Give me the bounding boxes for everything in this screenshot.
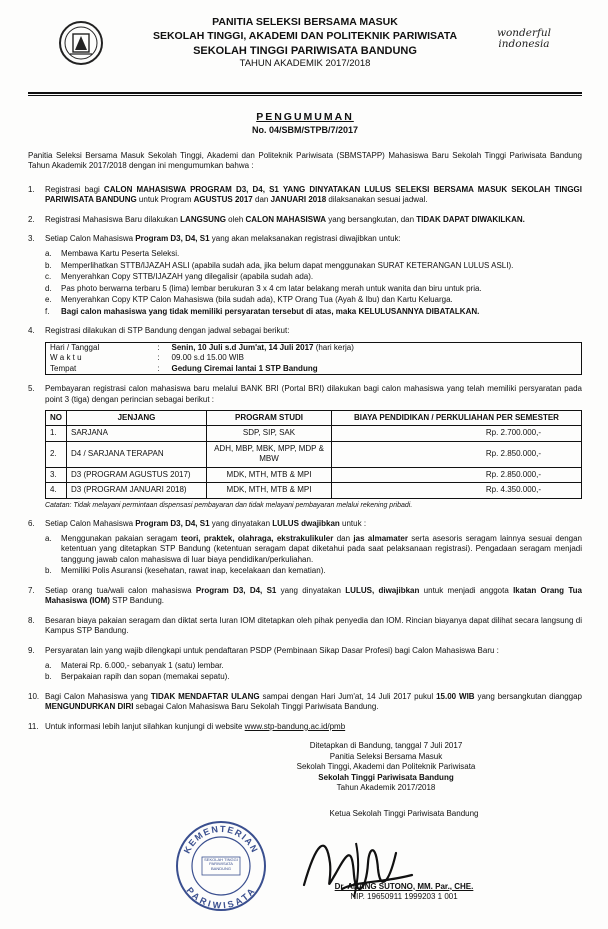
cell-jenjang: D4 / SARJANA TERAPAN [67, 441, 207, 467]
list-letter: b. [45, 566, 52, 576]
item-number: 7. [28, 585, 35, 595]
official-stamp-icon [174, 819, 268, 913]
header-line-1: PANITIA SELEKSI BERSAMA MASUK [212, 16, 398, 28]
text: Setiap Calon Mahasiswa [45, 234, 136, 244]
announcement-items [28, 185, 582, 732]
table-row [46, 483, 582, 499]
brand-line-2: indonesia [498, 38, 550, 51]
text: untuk menjadi anggota [419, 585, 514, 595]
title-number: No. 04/SBM/STPB/7/2017 [251, 124, 359, 135]
list-text: Berpakaian rapih dan sopan (memakai sepatu). [61, 672, 230, 682]
cell-no: 1. [46, 426, 67, 442]
text: Registrasi bagi [45, 184, 104, 194]
item-4 [28, 326, 582, 375]
item-2 [28, 215, 582, 226]
text: Bagi Calon Mahasiswa yang [45, 691, 151, 701]
item-number: 3. [28, 234, 35, 244]
brand-line-1: wonderful [496, 27, 552, 39]
text: yang bersangkutan, dan [325, 214, 417, 224]
col-header-jenjang: JENJANG [67, 410, 207, 426]
stamp-center-text: SEKOLAH TINGGI PARIWISATA BANDUNG [204, 858, 238, 872]
list-item [45, 272, 582, 283]
text-bold: TIDAK DAPAT DIWAKILKAN. [416, 214, 525, 224]
text-bold: AGUSTUS 2017 [193, 195, 253, 205]
item-number: 1. [28, 184, 35, 194]
svg-text:PARIWISATA [185, 886, 258, 911]
item-number: 5. [28, 384, 35, 394]
text: Registrasi dilakukan di STP Bandung dengan jadwal sebagai berikut: [45, 326, 290, 336]
cell-biaya: Rp. 2.850.000,- [332, 467, 582, 483]
text-bold: Program D3, D4, S1 [135, 234, 210, 244]
list-letter: b. [45, 672, 52, 682]
list-text: Menyerahkan Copy KTP Calon Mahasiswa (bila sudah ada), KTP Orang Tua (Ayah & Ibu) dan Kartu Keluarga. [61, 295, 453, 305]
col-header-no: NO [46, 410, 67, 426]
col-header-prodi: PROGRAM STUDI [207, 410, 332, 426]
list-text: Menyerahkan Copy STTB/IJAZAH yang dilegalisir (apabila sudah ada). [61, 272, 314, 282]
list-letter: a. [45, 660, 52, 670]
list-letter: d. [45, 283, 52, 293]
text-bold: LULUS, diwajibkan [345, 585, 420, 595]
letterhead [28, 16, 582, 92]
schedule-colon: : [157, 342, 160, 352]
text: yang dinyatakan [276, 585, 346, 595]
item-number: 4. [28, 326, 35, 336]
item-number: 8. [28, 615, 35, 625]
svg-text:KEMENTERIAN [182, 824, 260, 855]
list-letter: c. [45, 272, 52, 282]
text: oleh [225, 214, 246, 224]
header-line-4: TAHUN AKADEMIK 2017/2018 [239, 58, 371, 70]
text: Setiap orang tua/wali calon mahasiswa [45, 585, 196, 595]
item-11 [28, 722, 582, 733]
table-row [46, 441, 582, 467]
intro-paragraph: Panitia Seleksi Bersama Masuk Sekolah Tinggi, Akademi dan Politeknik Pariwisata (SBMSTAPP) Mahasiswa Baru Sekolah Tinggi Pariwisata Bandung Tahun Akademik 2017/2018 dengan ini mengumumkan bahwa : [28, 150, 582, 171]
list-item [45, 534, 582, 566]
list-item [45, 284, 582, 295]
committee-line-1: Panitia Seleksi Bersama Masuk [329, 751, 443, 761]
list-text: Pas photo berwarna terbaru 5 (lima) lembar berukuran 3 x 4 cm latar belakang merah untuk wanita dan biru untuk pria. [61, 283, 482, 293]
committee-line-2: Sekolah Tinggi, Akademi dan Politeknik Pariwisata [296, 762, 476, 772]
list-item [45, 661, 582, 672]
item-1 [28, 185, 582, 206]
item-5 [28, 384, 582, 510]
list-text: Memiliki Polis Asuransi (kesehatan, rawat inap, kecelakaan dan kematian). [61, 566, 326, 576]
list-item [45, 261, 582, 272]
list-letter: e. [45, 295, 52, 305]
text: sebagai Calon Mahasiswa Baru Sekolah Tinggi Pariwisata Bandung. [133, 702, 379, 712]
cell-prodi: MDK, MTH, MTB & MPI [207, 483, 332, 499]
list-text: dan [333, 533, 354, 543]
table-row [46, 467, 582, 483]
list-text: Membawa Kartu Peserta Seleksi. [61, 249, 180, 259]
schedule-colon: : [157, 353, 160, 363]
text-bold: CALON MAHASISWA PROGRAM D3, D4, S1 YANG DINYATAKAN LULUS SELEKSI BERSAMA MASUK SEKOLAH TINGGI PARIWISATA BANDUNG [45, 184, 582, 205]
announcement-title [28, 111, 582, 137]
text-bold: LANGSUNG [180, 214, 226, 224]
text: STP Bandung. [109, 596, 165, 606]
cell-no: 3. [46, 467, 67, 483]
cell-prodi: MDK, MTH, MTB & MPI [207, 467, 332, 483]
list-item [45, 295, 582, 306]
schedule-date: Senin, 10 Juli s.d Jum'at, 14 Juli 2017 [171, 342, 314, 352]
list-text: Menggunakan pakaian seragam [61, 533, 181, 543]
signature-block [28, 741, 582, 911]
list-text: Materai Rp. 6.000,- sebanyak 1 (satu) lembar. [61, 660, 224, 670]
handwritten-signature [296, 823, 416, 903]
text: sampai dengan Hari Jum'at, 14 Juli 2017 pukul [259, 691, 437, 701]
text: untuk : [339, 519, 367, 529]
committee-line-4: Tahun Akademik 2017/2018 [336, 783, 436, 793]
schedule-value: 09.00 s.d 15.00 WIB [171, 353, 244, 363]
list-item [45, 566, 582, 577]
item-number: 10. [28, 691, 40, 701]
item-number: 2. [28, 214, 35, 224]
schedule-label: W a k t u [50, 353, 82, 363]
text: Persyaratan lain yang wajib dilengkapi untuk pendaftaran PSDP (Pembinaan Sikap Dasar Profesi) bagi Calon Mahasiswa Baru : [45, 646, 499, 656]
psdp-requirements-list [45, 661, 582, 683]
schedule-colon: : [157, 363, 160, 373]
text: yang bersangkutan dianggap [474, 691, 582, 701]
list-item [45, 249, 582, 260]
item-10 [28, 692, 582, 713]
cell-biaya: Rp. 2.850.000,- [332, 441, 582, 467]
cell-biaya: Rp. 2.700.000,- [332, 426, 582, 442]
text-bold: TIDAK MENDAFTAR ULANG [150, 691, 260, 701]
table-row [46, 353, 582, 364]
schedule-value: Gedung Ciremai lantai 1 STP Bandung [171, 363, 318, 373]
item-number: 6. [28, 519, 35, 529]
list-text: serta asesoris seragam lainnya sesuai dengan ketentuan yang ditetapkan STP Bandung (ketentuan seragam dapat diketahui pada saat pelaksanaan registrasi). Pengadaan seragam menjadi tanggung jawab calon mahasiswa di luar biaya pendidikan/perkuliahan. [61, 533, 582, 564]
place-date: Ditetapkan di Bandung, tanggal 7 Juli 2017 [309, 741, 463, 751]
text: dan [252, 195, 271, 205]
schedule-table [45, 342, 582, 376]
text-bold: CALON MAHASISWA [245, 214, 326, 224]
text: Registrasi Mahasiswa Baru dilakukan [45, 214, 181, 224]
text: dilaksanakan sesuai jadwal. [326, 195, 428, 205]
cell-jenjang: D3 (PROGRAM AGUSTUS 2017) [67, 467, 207, 483]
list-letter: b. [45, 260, 52, 270]
list-text-bold: teori, praktek, olahraga, ekstrakulikuler [180, 533, 334, 543]
cell-no: 2. [46, 441, 67, 467]
item-9 [28, 646, 582, 683]
signatory-name: Dr. ANANG SUTONO, MM. Par., CHE. [334, 881, 474, 891]
table-header-row [46, 410, 582, 426]
committee-line-3: Sekolah Tinggi Pariwisata Bandung [318, 772, 454, 782]
requirements-list [45, 249, 582, 317]
table-row [46, 426, 582, 442]
list-text: Memperlihatkan STTB/IJAZAH ASLI (apabila sudah ada, jika belum dapat menggunakan SURAT KETERANGAN LULUS ASLI). [61, 260, 514, 270]
schedule-value [168, 342, 582, 353]
item-6 [28, 519, 582, 577]
item-3 [28, 234, 582, 317]
signatory-nip: NIP. 19650911 1999203 1 001 [350, 892, 458, 902]
schedule-label: Tempat [50, 363, 77, 373]
fees-table [45, 410, 582, 499]
text-bold: 15.00 WIB [436, 691, 475, 701]
stamp-bottom-text: PARIWISATA [184, 885, 258, 911]
header-line-2: SEKOLAH TINGGI, AKADEMI DAN POLITEKNIK PARIWISATA [152, 29, 458, 42]
text-bold: Program D3, D4, S1 [135, 519, 210, 529]
fees-note: Catatan: Tidak melayani permintaan dispensasi pembayaran dan tidak melayani pembayaran melalui rekening pribadi. [45, 501, 413, 509]
obligations-list [45, 534, 582, 577]
list-letter: a. [45, 533, 52, 543]
list-item [45, 307, 582, 318]
stamp-top-text: KEMENTERIAN [181, 824, 261, 856]
text: Pembayaran registrasi calon mahasiswa baru melalui BANK BRI (Portal BRI) dilakukan bagi calon mahasiswa yang telah memiliki persyaratan pada point 3 (tiga) dengan perincian sebagai berikut : [45, 384, 582, 405]
cell-jenjang: SARJANA [67, 426, 207, 442]
list-text-bold: Bagi calon mahasiswa yang tidak memiliki persyaratan tersebut di atas, maka KELULUSANNYA DIBATALKAN. [61, 306, 480, 316]
cell-jenjang: D3 (PROGRAM JANUARI 2018) [67, 483, 207, 499]
cell-prodi: SDP, SIP, SAK [207, 426, 332, 442]
list-text-bold: jas almamater [353, 533, 408, 543]
text-bold: MENGUNDURKAN DIRI [45, 702, 134, 712]
schedule-note: (hari kerja) [313, 342, 354, 352]
text: Untuk informasi lebih lanjut silahkan kunjungi di website [45, 721, 245, 731]
website-link[interactable]: www.stp-bandung.ac.id/pmb [244, 721, 346, 731]
item-number: 9. [28, 646, 35, 656]
item-8 [28, 616, 582, 637]
text-bold: Ikatan Orang Tua Mahasiswa (IOM) [45, 585, 582, 606]
col-header-biaya: BIAYA PENDIDIKAN / PERKULIAHAN PER SEMESTER [332, 410, 582, 426]
institution-logo-icon [58, 20, 104, 66]
text: Besaran biaya pakaian seragam dan diktat serta Iuran IOM ditetapkan oleh pihak penyedia dan IOM. Rincian biayanya dapat dilihat secara langsung di Kampus STP Bandung. [45, 615, 582, 636]
signatory-role: Ketua Sekolah Tinggi Pariwisata Bandung [329, 809, 479, 819]
table-row [46, 342, 582, 353]
cell-no: 4. [46, 483, 67, 499]
list-item [45, 672, 582, 683]
text-bold: LULUS dwajibkan [272, 519, 340, 529]
text-bold: Program D3, D4, S1 [195, 585, 277, 595]
text: yang akan melaksanakan registrasi diwajibkan untuk: [209, 234, 401, 244]
table-row [46, 364, 582, 375]
header-divider [28, 92, 582, 94]
title-heading: PENGUMUMAN [256, 111, 354, 123]
item-7 [28, 586, 582, 607]
header-line-3: SEKOLAH TINGGI PARIWISATA BANDUNG [193, 44, 417, 57]
cell-prodi: ADH, MBP, MBK, MPP, MDP & MBW [207, 441, 332, 467]
text: yang dinyatakan [209, 519, 273, 529]
wonderful-indonesia-logo [484, 28, 564, 50]
text-bold: JANUARI 2018 [270, 195, 327, 205]
schedule-label: Hari / Tanggal [50, 342, 100, 352]
text: untuk Program [136, 195, 194, 205]
cell-biaya: Rp. 4.350.000,- [332, 483, 582, 499]
list-letter: a. [45, 249, 52, 259]
text: Setiap Calon Mahasiswa [45, 519, 136, 529]
item-number: 11. [28, 721, 39, 731]
list-letter: f. [45, 306, 50, 316]
header-divider-thin [28, 95, 582, 96]
